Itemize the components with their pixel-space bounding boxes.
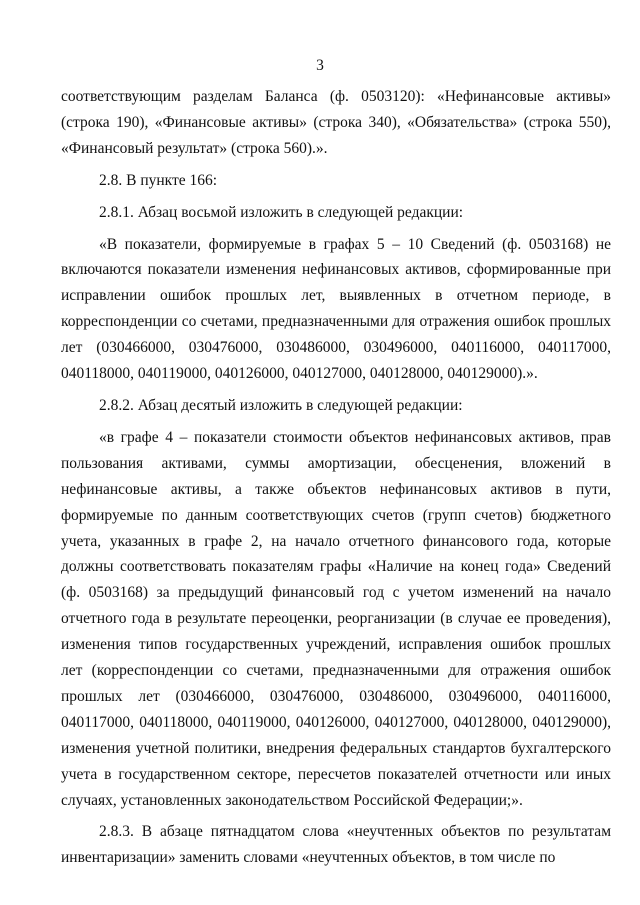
- paragraph-2-8-3-text: 2.8.3. В абзаце пятнадцатом слова «неучтенных объектов по результатам инвентаризации» заменить словами «неучтенных объектов, в том числе по: [61, 823, 611, 867]
- paragraph-2-8-2-heading: 2.8.2. Абзац десятый изложить в следующей редакции:: [99, 396, 463, 414]
- page-number: 3: [316, 57, 324, 74]
- paragraph-2-8-1-heading: 2.8.1. Абзац восьмой изложить в следующей редакции:: [99, 203, 464, 221]
- paragraph-balance-sections: соответствующим разделам Баланса (ф. 0503120): «Нефинансовые активы» (строка 190), «Финансовые активы» (строка 340), «Обязательства» (строка 550), «Финансовый результат» (строка 560).».: [61, 88, 611, 157]
- paragraph-2-8-2-text: «в графе 4 – показатели стоимости объектов нефинансовых активов, прав пользования активами, суммы амортизации, обесценения, вложений в нефинансовые активы, а также объектов нефинансовых активов в пути, формируемые по данным соответствующих счетов (групп счетов) бюджетного учета, указанных в графе 2, на начало отчетного финансового года, которые должны соответствовать показателям графы «Наличие на конец года» Сведений (ф. 0503168) за предыдущий финансовый год с учетом изменений на начало отчетного года в результате переоценки, реорганизации (в случае ее проведения), изменения типов государственных учреждений, исправления ошибок прошлых лет (корреспонденции со счетами, предназначенными для отражения ошибок прошлых лет (030466000, 030476000, 030486000, 030496000, 040116000, 040117000, 040118000, 040119000, 040126000, 040127000, 040128000, 040129000), изменения учетной политики, внедрения федеральных стандартов бухгалтерского учета в государственном секторе, пересчетов показателей отчетности или иных случаях, установленных законодательством Российской Федерации;».: [61, 428, 611, 809]
- paragraph-2-8-1-text: «В показатели, формируемые в графах 5 – 10 Сведений (ф. 0503168) не включаются показатели изменения нефинансовых активов, сформированные при исправлении ошибок прошлых лет, выявленных в отчетном периоде, в корреспонденции со счетами, предназначенными для отражения ошибок прошлых лет (030466000, 030476000, 030486000, 030496000, 040116000, 040117000, 040118000, 040119000, 040126000, 040127000, 040128000, 040129000).».: [61, 235, 611, 383]
- document-body: [61, 84, 611, 877]
- paragraph-2-8-heading: 2.8. В пункте 166:: [99, 171, 218, 189]
